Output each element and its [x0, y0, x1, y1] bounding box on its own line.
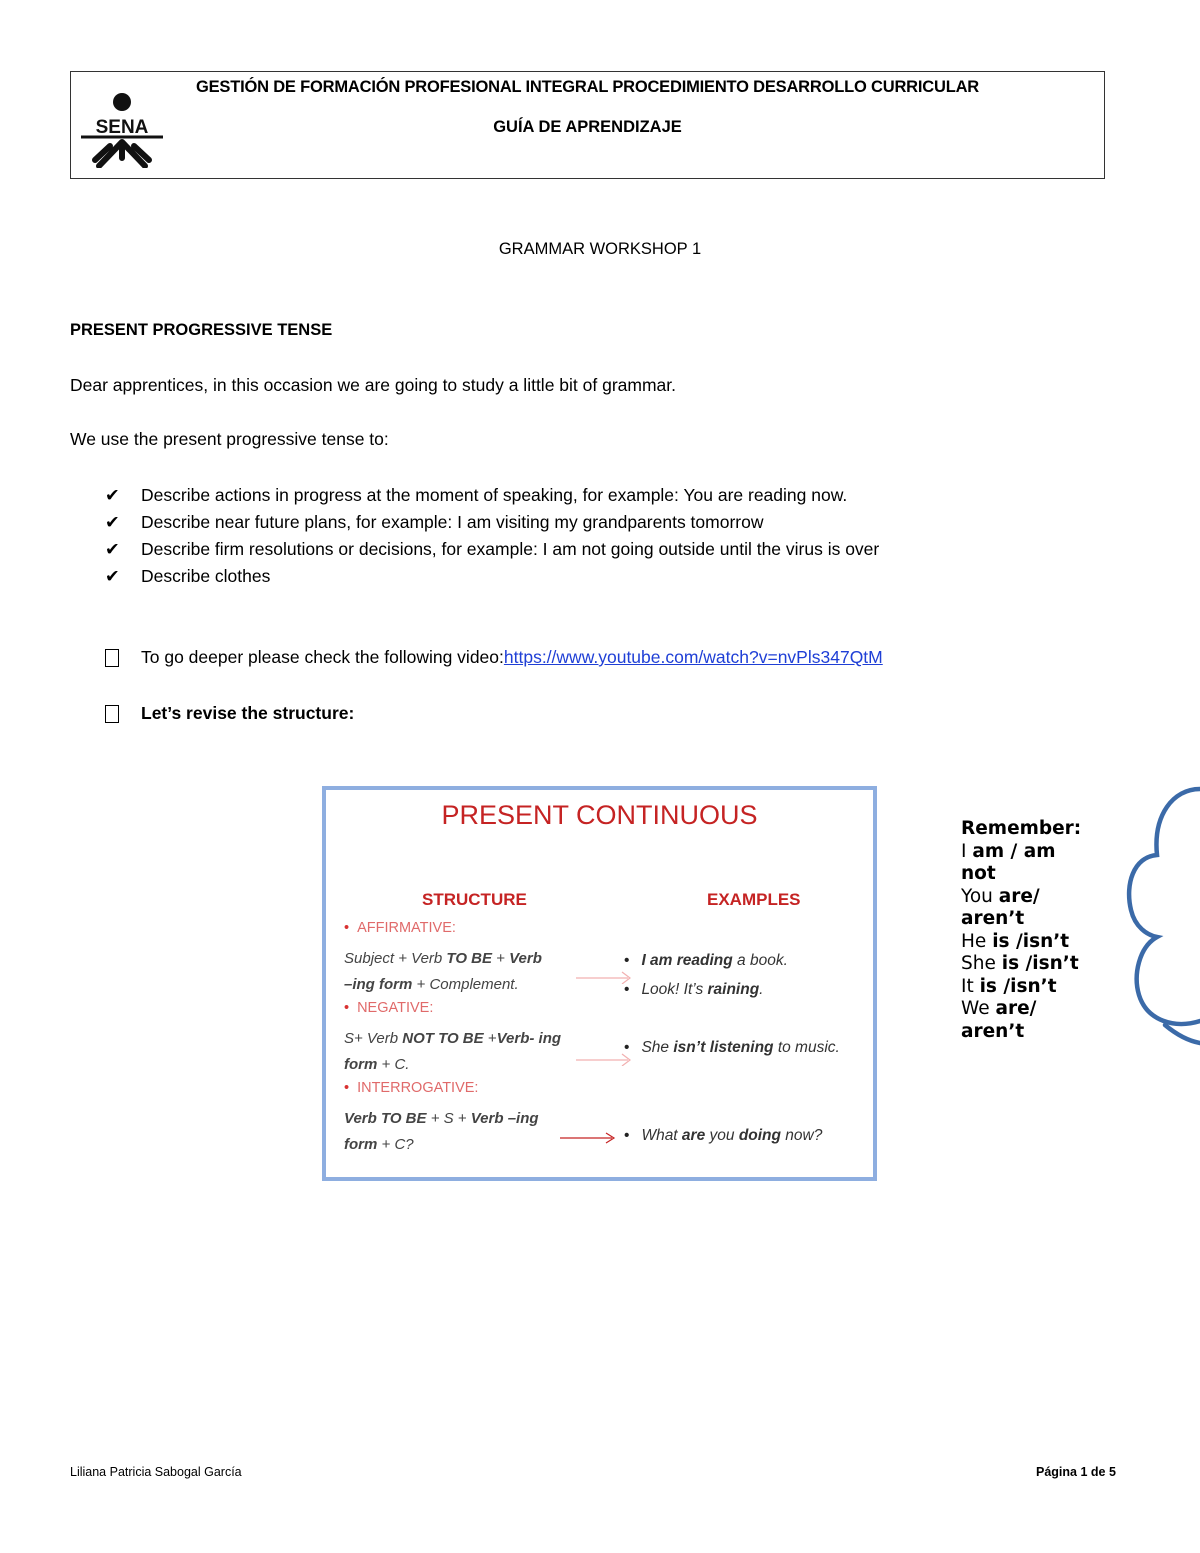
interrogative-rule: Verb TO BE + S + Verb –ing form + C?: [344, 1110, 539, 1153]
example-3: • She isn’t listening to music.: [624, 1039, 840, 1056]
examples-heading: EXAMPLES: [707, 890, 801, 909]
footer-author: Liliana Patricia Sabogal García: [70, 1465, 242, 1479]
video-note: To go deeper please check the following video: https://www.youtube.com/watch?v=nvPls347QtM: [105, 647, 883, 668]
structure-note: Let’s revise the structure:: [105, 703, 354, 724]
svg-text:SENA: SENA: [95, 117, 149, 138]
check-icon: ✔: [105, 566, 120, 586]
section-title: PRESENT PROGRESSIVE TENSE: [70, 321, 333, 339]
list-item: ✔ Describe actions in progress at the moment of speaking, for example: You are reading now.: [105, 484, 879, 511]
negative-label: • NEGATIVE:: [344, 1000, 434, 1016]
check-icon: ✔: [105, 485, 120, 505]
example-2: • Look! It’s raining.: [624, 981, 764, 998]
box-icon: [105, 649, 119, 667]
intro-paragraph: Dear apprentices, in this occasion we are going to study a little bit of grammar.: [70, 375, 676, 395]
page-title: GRAMMAR WORKSHOP 1: [498, 240, 702, 258]
check-icon: ✔: [105, 539, 120, 559]
negative-rule: S+ Verb NOT TO BE +Verb- ing form + C.: [344, 1030, 562, 1073]
footer-page-number: Página 1 de 5: [1036, 1465, 1116, 1479]
check-icon: ✔: [105, 512, 120, 532]
list-item: ✔ Describe firm resolutions or decisions, for example: I am not going outside until the virus is over: [105, 538, 879, 565]
remember-note: Remember: I am / am not You are/ aren’t He is /isn’t She is /isn’t It is /isn’t We are/ aren’t: [961, 818, 1082, 1042]
cloud-shape: [1125, 785, 1200, 1050]
uses-list: [105, 484, 879, 592]
box-icon: [105, 705, 119, 723]
interrogative-label: • INTERROGATIVE:: [344, 1080, 479, 1096]
video-link[interactable]: https://www.youtube.com/watch?v=nvPls347QtM: [503, 647, 883, 667]
structure-heading: STRUCTURE: [422, 890, 527, 909]
example-1: • I am reading a book.: [624, 952, 788, 969]
affirmative-label: • AFFIRMATIVE:: [344, 920, 456, 936]
arrow-icon: [560, 1130, 620, 1146]
document-header: [70, 71, 1105, 179]
list-item: ✔ Describe near future plans, for example: I am visiting my grandparents tomorrow: [105, 511, 879, 538]
present-continuous-infographic: [322, 786, 877, 1181]
use-intro-paragraph: We use the present progressive tense to:: [70, 429, 389, 449]
list-item: ✔ Describe clothes: [105, 565, 879, 592]
affirmative-rule: Subject + Verb TO BE + Verb –ing form + Complement.: [344, 950, 542, 993]
header-title: GESTIÓN DE FORMACIÓN PROFESIONAL INTEGRAL PROCEDIMIENTO DESARROLLO CURRICULAR: [195, 78, 980, 96]
infographic-title: PRESENT CONTINUOUS: [441, 800, 758, 830]
header-subtitle: GUÍA DE APRENDIZAJE: [493, 118, 682, 136]
example-4: • What are you doing now?: [624, 1127, 823, 1144]
